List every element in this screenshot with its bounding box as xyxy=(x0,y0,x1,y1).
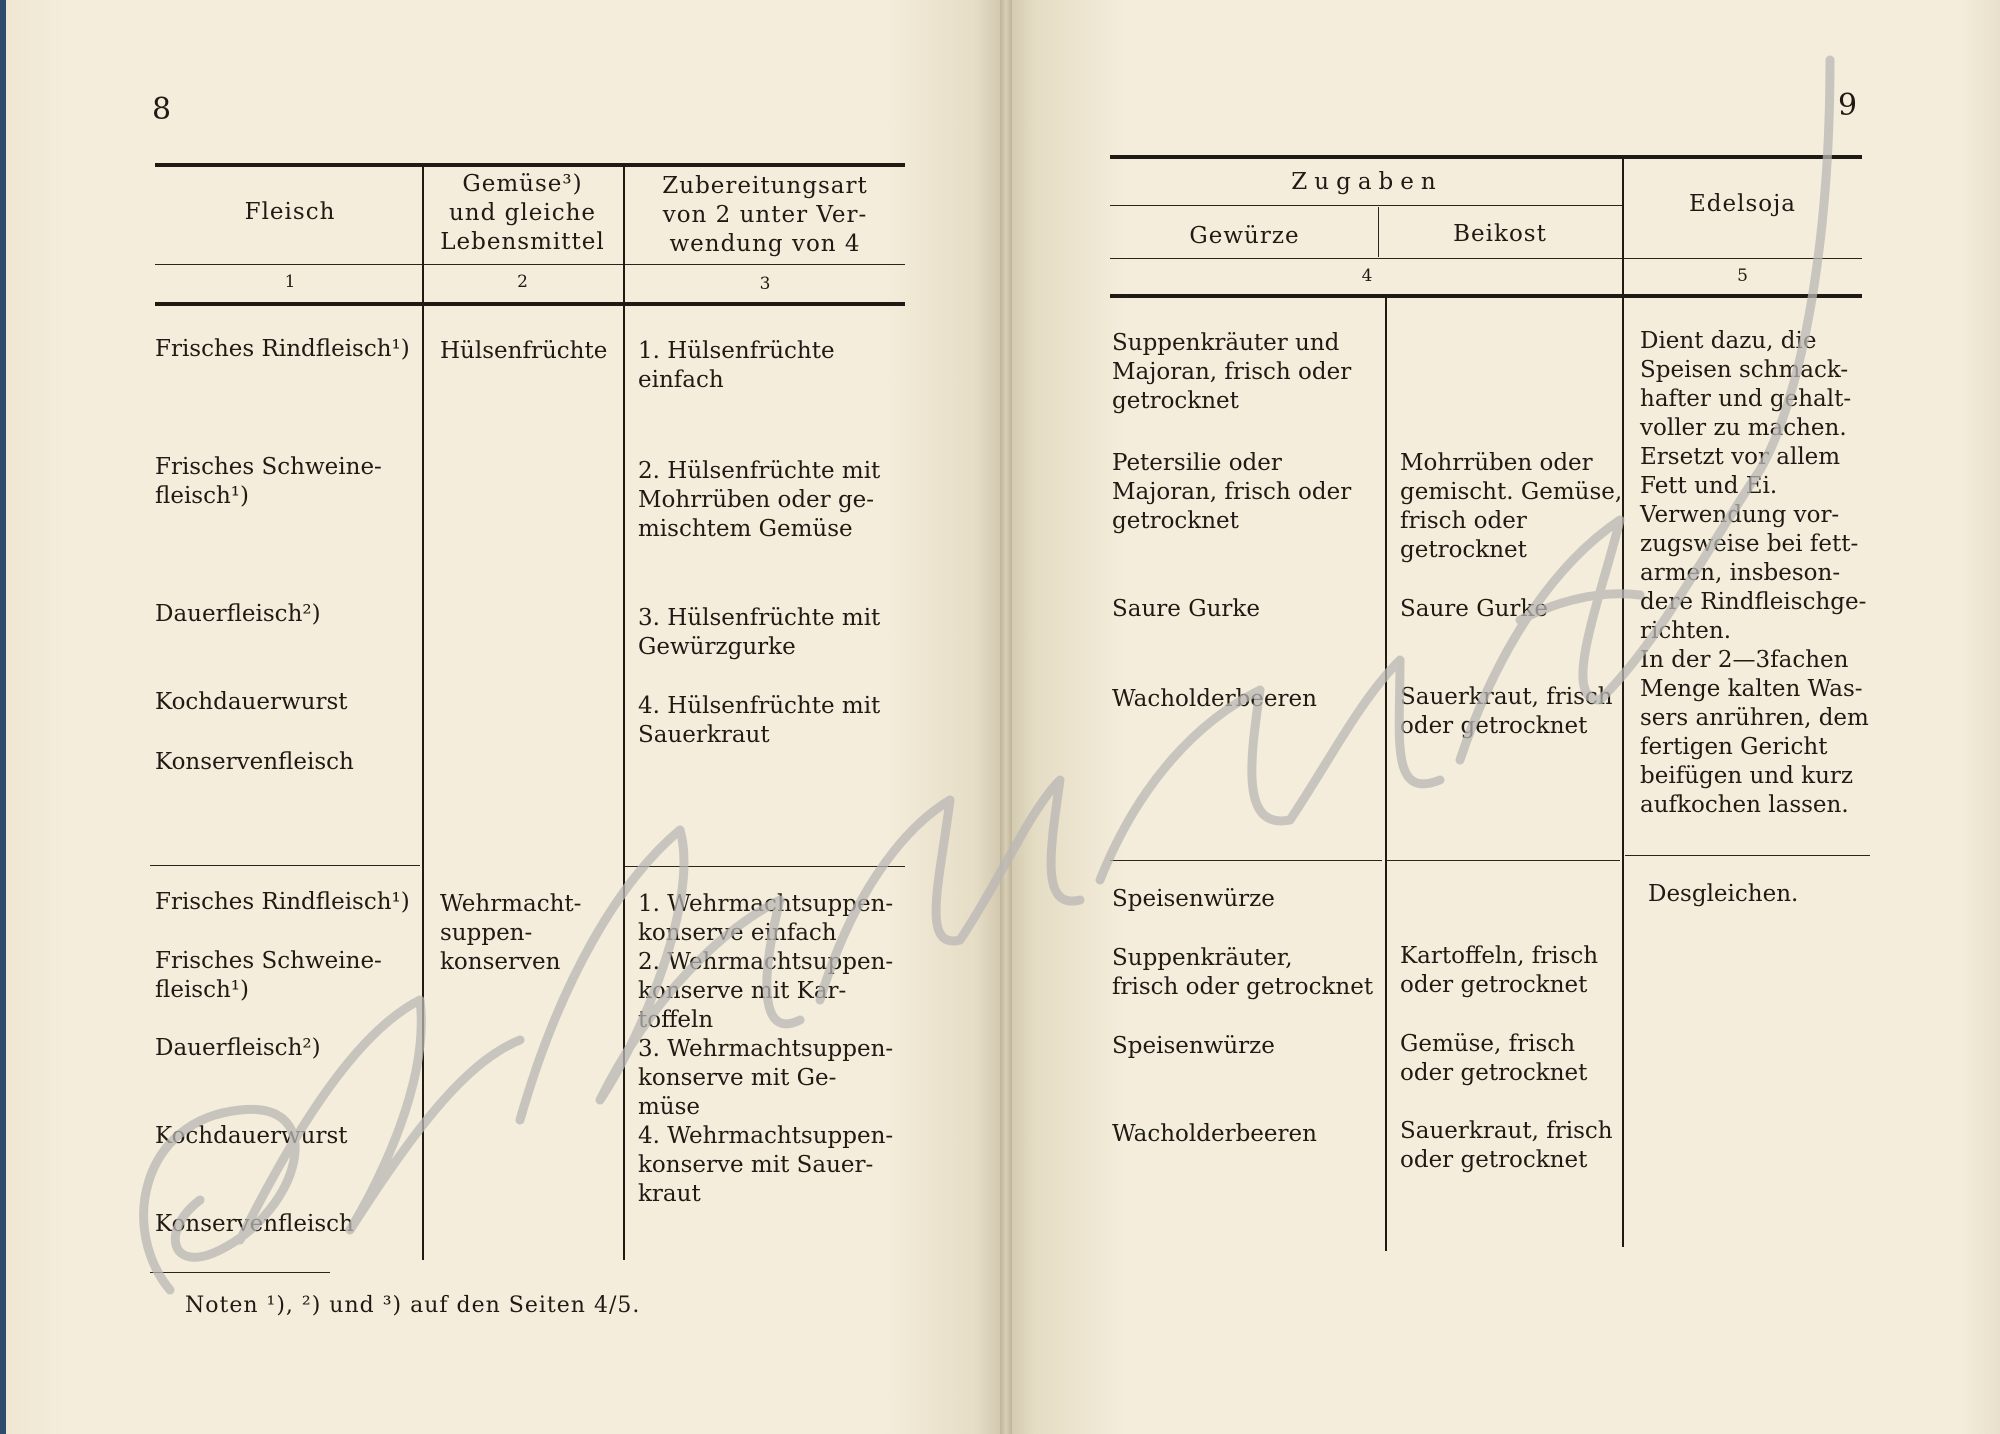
header-beikost: Beikost xyxy=(1453,221,1547,247)
section-rule xyxy=(1625,855,1870,856)
zugaben-rule xyxy=(1110,205,1622,206)
column-number-3: 3 xyxy=(759,274,771,294)
section-rule xyxy=(625,866,905,867)
beikost-item: Gemüse, frisch oder getrocknet xyxy=(1400,1031,1588,1086)
fleisch-item: Frisches Rindfleisch¹) xyxy=(155,336,410,362)
section-rule xyxy=(150,865,420,866)
gewuerze-item: Speisenwürze xyxy=(1112,1033,1275,1059)
fleisch-item: Konservenfleisch xyxy=(155,1211,354,1237)
zubereitung-item: 3. Hülsenfrüchte mit Gewürzgurke xyxy=(638,605,881,660)
section-rule xyxy=(1110,860,1382,861)
zubereitung-item: 1. Wehrmachtsuppen- konserve einfach 2. Wehrmachtsuppen- konserve mit Kar- toffeln 3. Wehrmachtsuppen- konserve mit Ge- müse 4. Wehrmachtsuppen- konserve mit Sauer- kraut xyxy=(638,891,894,1207)
header-gewuerze: Gewürze xyxy=(1189,223,1300,249)
page-number-left: 8 xyxy=(152,92,172,127)
column-number-2: 2 xyxy=(517,272,528,292)
beikost-item: Mohrrüben oder gemischt. Gemüse, frisch oder getrocknet xyxy=(1400,450,1623,563)
gewuerze-item: Speisenwürze xyxy=(1112,886,1275,912)
edelsoja-text: Desgleichen. xyxy=(1648,881,1799,907)
gemuese-item: Wehrmacht- suppen- konserven xyxy=(440,891,582,975)
gewuerze-item: Suppenkräuter, frisch oder getrocknet xyxy=(1112,945,1374,1000)
header-subdivider xyxy=(1378,207,1379,257)
fleisch-item: Frisches Schweine- fleisch¹) xyxy=(155,454,382,509)
table-top-rule xyxy=(1110,155,1862,159)
header-bottom-rule xyxy=(155,302,905,306)
fleisch-item: Dauerfleisch²) xyxy=(155,601,321,627)
column-divider-3 xyxy=(1385,296,1387,1251)
column-divider-4 xyxy=(1622,157,1624,1247)
fleisch-item: Dauerfleisch²) xyxy=(155,1035,321,1061)
header-fleisch: Fleisch xyxy=(244,199,336,225)
table-top-rule xyxy=(155,163,905,167)
header-bottom-rule xyxy=(1110,294,1862,298)
beikost-item: Kartoffeln, frisch oder getrocknet xyxy=(1400,943,1599,998)
footnote-rule xyxy=(150,1272,330,1273)
header-edelsoja: Edelsoja xyxy=(1689,191,1796,217)
edelsoja-text: Dient dazu, die Speisen schmack- hafter und gehalt- voller zu machen. Ersetzt vor allem Fett und Ei. Verwendung vor- zugsweise bei fett- armen, insbeson- dere Rindfleischge- richten. In der 2—3fachen Menge kalten Was- sers anrühren, dem fertigen Gericht beifügen und kurz aufkochen lassen. xyxy=(1640,328,1869,818)
gewuerze-item: Suppenkräuter und Majoran, frisch oder getrocknet xyxy=(1112,330,1352,414)
beikost-item: Sauerkraut, frisch oder getrocknet xyxy=(1400,684,1613,739)
fleisch-item: Frisches Rindfleisch¹) xyxy=(155,889,410,915)
gemuese-item: Hülsenfrüchte xyxy=(440,338,608,364)
header-number-rule xyxy=(1110,258,1862,259)
beikost-item: Sauerkraut, frisch oder getrocknet xyxy=(1400,1118,1613,1173)
fleisch-item: Konservenfleisch xyxy=(155,749,354,775)
fleisch-item: Kochdauerwurst xyxy=(155,689,348,715)
column-number-4: 4 xyxy=(1361,266,1373,286)
footnote: Noten ¹), ²) und ³) auf den Seiten 4/5. xyxy=(185,1293,641,1318)
gewuerze-item: Wacholderbeeren xyxy=(1112,686,1317,712)
column-number-1: 1 xyxy=(284,272,296,292)
fleisch-item: Frisches Schweine- fleisch¹) xyxy=(155,948,382,1003)
header-number-rule xyxy=(155,264,905,265)
beikost-item: Saure Gurke xyxy=(1400,596,1548,622)
header-zubereitungsart: Zubereitungsart von 2 unter Ver- wendung von 4 xyxy=(662,173,868,257)
book-gutter xyxy=(1000,0,1012,1434)
page-number-right: 9 xyxy=(1838,88,1858,123)
zubereitung-item: 4. Hülsenfrüchte mit Sauerkraut xyxy=(638,693,881,748)
zubereitung-item: 1. Hülsenfrüchte einfach xyxy=(638,338,835,393)
zubereitung-item: 2. Hülsenfrüchte mit Mohrrüben oder ge- mischtem Gemüse xyxy=(638,458,881,542)
gewuerze-item: Wacholderbeeren xyxy=(1112,1121,1317,1147)
gewuerze-item: Saure Gurke xyxy=(1112,596,1260,622)
header-gemuese: Gemüse³) und gleiche Lebensmittel xyxy=(440,171,605,255)
column-number-5: 5 xyxy=(1737,266,1748,286)
column-divider-2 xyxy=(623,165,625,1260)
section-rule xyxy=(1387,860,1620,861)
column-divider-1 xyxy=(422,165,424,1260)
header-zugaben: Zugaben xyxy=(1291,169,1443,195)
gewuerze-item: Petersilie oder Majoran, frisch oder getrocknet xyxy=(1112,450,1352,534)
fleisch-item: Kochdauerwurst xyxy=(155,1123,348,1149)
